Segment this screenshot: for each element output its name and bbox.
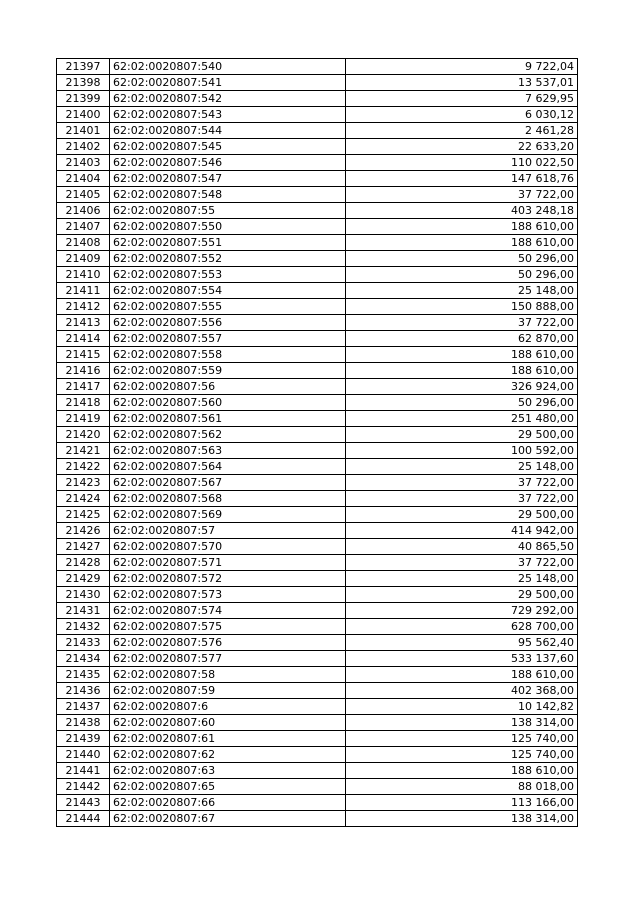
cadastral-number-cell: 62:02:0020807:60 — [110, 715, 346, 731]
cadastral-number-cell: 62:02:0020807:61 — [110, 731, 346, 747]
cadastral-number-cell: 62:02:0020807:574 — [110, 603, 346, 619]
value-cell: 7 629,95 — [346, 91, 578, 107]
table-row — [57, 683, 578, 699]
value-cell: 13 537,01 — [346, 75, 578, 91]
table-row — [57, 795, 578, 811]
cadastral-number-cell: 62:02:0020807:543 — [110, 107, 346, 123]
value-cell: 138 314,00 — [346, 811, 578, 827]
cadastral-number-cell: 62:02:0020807:56 — [110, 379, 346, 395]
table-row — [57, 267, 578, 283]
row-number-cell: 21444 — [57, 811, 110, 827]
table-row — [57, 747, 578, 763]
table-row — [57, 91, 578, 107]
cadastral-number-cell: 62:02:0020807:58 — [110, 667, 346, 683]
cadastral-number-cell: 62:02:0020807:559 — [110, 363, 346, 379]
row-number-cell: 21442 — [57, 779, 110, 795]
cadastral-number-cell: 62:02:0020807:546 — [110, 155, 346, 171]
value-cell: 188 610,00 — [346, 219, 578, 235]
row-number-cell: 21437 — [57, 699, 110, 715]
value-cell: 403 248,18 — [346, 203, 578, 219]
value-cell: 188 610,00 — [346, 347, 578, 363]
value-cell: 62 870,00 — [346, 331, 578, 347]
table-row — [57, 139, 578, 155]
value-cell: 110 022,50 — [346, 155, 578, 171]
row-number-cell: 21422 — [57, 459, 110, 475]
table-row — [57, 107, 578, 123]
table-row — [57, 763, 578, 779]
cadastral-value-table — [56, 58, 578, 827]
row-number-cell: 21430 — [57, 587, 110, 603]
cadastral-number-cell: 62:02:0020807:572 — [110, 571, 346, 587]
row-number-cell: 21417 — [57, 379, 110, 395]
value-cell: 414 942,00 — [346, 523, 578, 539]
table-row — [57, 187, 578, 203]
value-cell: 188 610,00 — [346, 235, 578, 251]
row-number-cell: 21414 — [57, 331, 110, 347]
table-row — [57, 315, 578, 331]
cadastral-number-cell: 62:02:0020807:561 — [110, 411, 346, 427]
row-number-cell: 21419 — [57, 411, 110, 427]
cadastral-number-cell: 62:02:0020807:540 — [110, 59, 346, 75]
value-cell: 95 562,40 — [346, 635, 578, 651]
cadastral-number-cell: 62:02:0020807:555 — [110, 299, 346, 315]
value-cell: 188 610,00 — [346, 763, 578, 779]
value-cell: 125 740,00 — [346, 747, 578, 763]
value-cell: 25 148,00 — [346, 571, 578, 587]
row-number-cell: 21423 — [57, 475, 110, 491]
value-cell: 628 700,00 — [346, 619, 578, 635]
row-number-cell: 21436 — [57, 683, 110, 699]
row-number-cell: 21403 — [57, 155, 110, 171]
value-cell: 9 722,04 — [346, 59, 578, 75]
row-number-cell: 21410 — [57, 267, 110, 283]
cadastral-number-cell: 62:02:0020807:564 — [110, 459, 346, 475]
row-number-cell: 21397 — [57, 59, 110, 75]
value-cell: 2 461,28 — [346, 123, 578, 139]
cadastral-number-cell: 62:02:0020807:545 — [110, 139, 346, 155]
row-number-cell: 21429 — [57, 571, 110, 587]
table-row — [57, 555, 578, 571]
cadastral-number-cell: 62:02:0020807:562 — [110, 427, 346, 443]
row-number-cell: 21413 — [57, 315, 110, 331]
value-cell: 100 592,00 — [346, 443, 578, 459]
row-number-cell: 21443 — [57, 795, 110, 811]
table-row — [57, 363, 578, 379]
table-row — [57, 571, 578, 587]
value-cell: 50 296,00 — [346, 267, 578, 283]
row-number-cell: 21441 — [57, 763, 110, 779]
row-number-cell: 21434 — [57, 651, 110, 667]
value-cell: 25 148,00 — [346, 459, 578, 475]
value-cell: 37 722,00 — [346, 491, 578, 507]
cadastral-number-cell: 62:02:0020807:542 — [110, 91, 346, 107]
value-cell: 533 137,60 — [346, 651, 578, 667]
table-row — [57, 59, 578, 75]
row-number-cell: 21416 — [57, 363, 110, 379]
cadastral-number-cell: 62:02:0020807:59 — [110, 683, 346, 699]
cadastral-number-cell: 62:02:0020807:558 — [110, 347, 346, 363]
table-row — [57, 699, 578, 715]
cadastral-number-cell: 62:02:0020807:63 — [110, 763, 346, 779]
cadastral-number-cell: 62:02:0020807:576 — [110, 635, 346, 651]
row-number-cell: 21421 — [57, 443, 110, 459]
cadastral-number-cell: 62:02:0020807:567 — [110, 475, 346, 491]
row-number-cell: 21424 — [57, 491, 110, 507]
cadastral-number-cell: 62:02:0020807:548 — [110, 187, 346, 203]
row-number-cell: 21439 — [57, 731, 110, 747]
value-cell: 37 722,00 — [346, 315, 578, 331]
cadastral-number-cell: 62:02:0020807:575 — [110, 619, 346, 635]
row-number-cell: 21408 — [57, 235, 110, 251]
cadastral-number-cell: 62:02:0020807:577 — [110, 651, 346, 667]
value-cell: 326 924,00 — [346, 379, 578, 395]
table-row — [57, 299, 578, 315]
value-cell: 113 166,00 — [346, 795, 578, 811]
table-row — [57, 219, 578, 235]
value-cell: 88 018,00 — [346, 779, 578, 795]
table-row — [57, 75, 578, 91]
value-cell: 22 633,20 — [346, 139, 578, 155]
cadastral-number-cell: 62:02:0020807:551 — [110, 235, 346, 251]
table-row — [57, 475, 578, 491]
row-number-cell: 21418 — [57, 395, 110, 411]
value-cell: 188 610,00 — [346, 667, 578, 683]
table-row — [57, 667, 578, 683]
row-number-cell: 21411 — [57, 283, 110, 299]
row-number-cell: 21404 — [57, 171, 110, 187]
cadastral-number-cell: 62:02:0020807:6 — [110, 699, 346, 715]
cadastral-number-cell: 62:02:0020807:57 — [110, 523, 346, 539]
table-row — [57, 507, 578, 523]
value-cell: 150 888,00 — [346, 299, 578, 315]
row-number-cell: 21409 — [57, 251, 110, 267]
cadastral-number-cell: 62:02:0020807:544 — [110, 123, 346, 139]
cadastral-number-cell: 62:02:0020807:65 — [110, 779, 346, 795]
row-number-cell: 21401 — [57, 123, 110, 139]
row-number-cell: 21399 — [57, 91, 110, 107]
value-cell: 37 722,00 — [346, 555, 578, 571]
value-cell: 29 500,00 — [346, 427, 578, 443]
row-number-cell: 21407 — [57, 219, 110, 235]
table-row — [57, 331, 578, 347]
value-cell: 37 722,00 — [346, 187, 578, 203]
table-row — [57, 235, 578, 251]
table-row — [57, 171, 578, 187]
table-row — [57, 155, 578, 171]
table-row — [57, 395, 578, 411]
table-row — [57, 603, 578, 619]
table-row — [57, 283, 578, 299]
table-row — [57, 459, 578, 475]
row-number-cell: 21426 — [57, 523, 110, 539]
cadastral-number-cell: 62:02:0020807:557 — [110, 331, 346, 347]
value-cell: 138 314,00 — [346, 715, 578, 731]
table-body — [57, 59, 578, 827]
value-cell: 29 500,00 — [346, 587, 578, 603]
row-number-cell: 21402 — [57, 139, 110, 155]
cadastral-number-cell: 62:02:0020807:62 — [110, 747, 346, 763]
table-row — [57, 203, 578, 219]
cadastral-number-cell: 62:02:0020807:552 — [110, 251, 346, 267]
cadastral-number-cell: 62:02:0020807:569 — [110, 507, 346, 523]
table-row — [57, 635, 578, 651]
row-number-cell: 21398 — [57, 75, 110, 91]
row-number-cell: 21440 — [57, 747, 110, 763]
value-cell: 6 030,12 — [346, 107, 578, 123]
value-cell: 729 292,00 — [346, 603, 578, 619]
value-cell: 147 618,76 — [346, 171, 578, 187]
row-number-cell: 21400 — [57, 107, 110, 123]
cadastral-number-cell: 62:02:0020807:67 — [110, 811, 346, 827]
row-number-cell: 21412 — [57, 299, 110, 315]
cadastral-number-cell: 62:02:0020807:550 — [110, 219, 346, 235]
table-row — [57, 587, 578, 603]
table-row — [57, 411, 578, 427]
table-row — [57, 779, 578, 795]
cadastral-number-cell: 62:02:0020807:553 — [110, 267, 346, 283]
value-cell: 188 610,00 — [346, 363, 578, 379]
cadastral-number-cell: 62:02:0020807:560 — [110, 395, 346, 411]
table-row — [57, 811, 578, 827]
cadastral-number-cell: 62:02:0020807:563 — [110, 443, 346, 459]
table-row — [57, 443, 578, 459]
table-row — [57, 619, 578, 635]
row-number-cell: 21428 — [57, 555, 110, 571]
value-cell: 50 296,00 — [346, 395, 578, 411]
table-row — [57, 651, 578, 667]
value-cell: 10 142,82 — [346, 699, 578, 715]
table-row — [57, 347, 578, 363]
value-cell: 25 148,00 — [346, 283, 578, 299]
cadastral-number-cell: 62:02:0020807:570 — [110, 539, 346, 555]
table-row — [57, 491, 578, 507]
value-cell: 29 500,00 — [346, 507, 578, 523]
row-number-cell: 21432 — [57, 619, 110, 635]
cadastral-number-cell: 62:02:0020807:66 — [110, 795, 346, 811]
row-number-cell: 21415 — [57, 347, 110, 363]
cadastral-number-cell: 62:02:0020807:568 — [110, 491, 346, 507]
row-number-cell: 21425 — [57, 507, 110, 523]
table-row — [57, 731, 578, 747]
table-row — [57, 427, 578, 443]
cadastral-number-cell: 62:02:0020807:556 — [110, 315, 346, 331]
cadastral-number-cell: 62:02:0020807:571 — [110, 555, 346, 571]
value-cell: 251 480,00 — [346, 411, 578, 427]
row-number-cell: 21431 — [57, 603, 110, 619]
table-row — [57, 539, 578, 555]
value-cell: 125 740,00 — [346, 731, 578, 747]
table-row — [57, 715, 578, 731]
row-number-cell: 21433 — [57, 635, 110, 651]
value-cell: 37 722,00 — [346, 475, 578, 491]
row-number-cell: 21405 — [57, 187, 110, 203]
row-number-cell: 21406 — [57, 203, 110, 219]
cadastral-number-cell: 62:02:0020807:554 — [110, 283, 346, 299]
row-number-cell: 21435 — [57, 667, 110, 683]
cadastral-number-cell: 62:02:0020807:541 — [110, 75, 346, 91]
value-cell: 40 865,50 — [346, 539, 578, 555]
value-cell: 50 296,00 — [346, 251, 578, 267]
cadastral-number-cell: 62:02:0020807:573 — [110, 587, 346, 603]
table-row — [57, 251, 578, 267]
table-row — [57, 523, 578, 539]
row-number-cell: 21438 — [57, 715, 110, 731]
row-number-cell: 21420 — [57, 427, 110, 443]
table-row — [57, 123, 578, 139]
table-row — [57, 379, 578, 395]
value-cell: 402 368,00 — [346, 683, 578, 699]
row-number-cell: 21427 — [57, 539, 110, 555]
cadastral-number-cell: 62:02:0020807:547 — [110, 171, 346, 187]
cadastral-number-cell: 62:02:0020807:55 — [110, 203, 346, 219]
